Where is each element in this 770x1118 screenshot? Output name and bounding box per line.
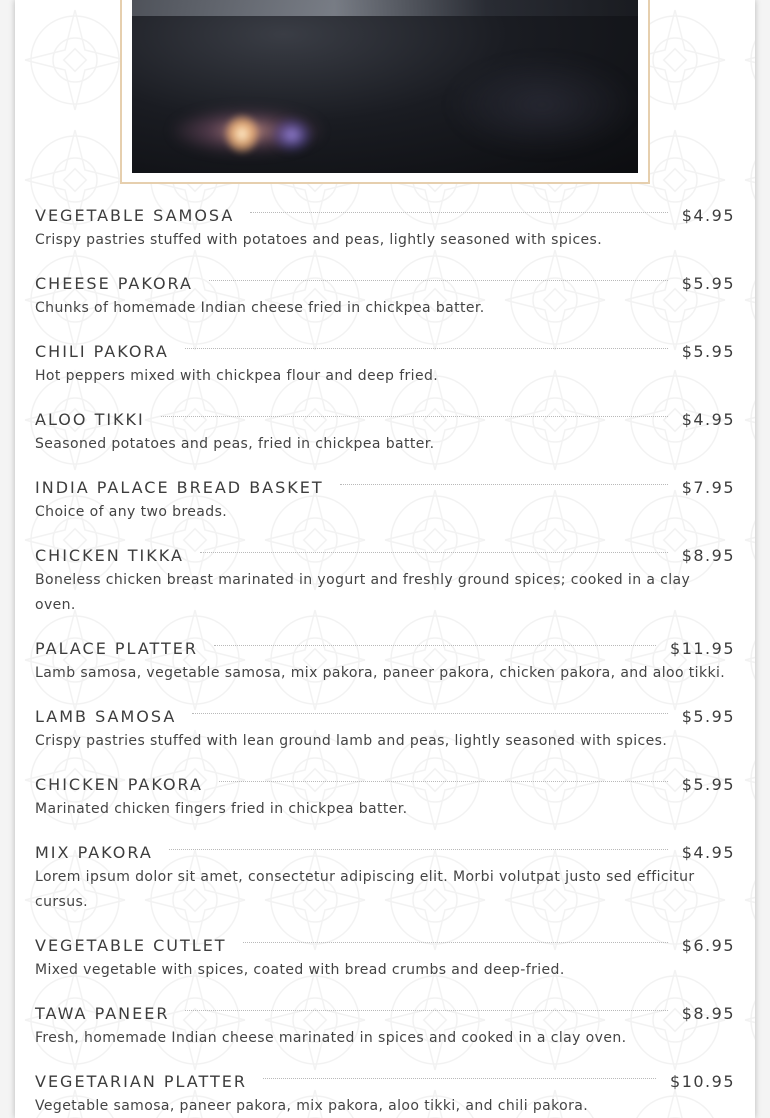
menu-item-price: $5.95 xyxy=(681,706,735,726)
menu-item-description: Marinated chicken fingers fried in chickpea batter. xyxy=(35,801,408,817)
menu-item-description: Crispy pastries stuffed with potatoes and peas, lightly seasoned with spices. xyxy=(35,232,603,248)
menu-item xyxy=(35,636,735,686)
menu-item-description: Choice of any two breads. xyxy=(35,504,228,520)
menu-item-price: $6.95 xyxy=(681,935,735,955)
menu-item-description: Chunks of homemade Indian cheese fried in chickpea batter. xyxy=(35,300,485,316)
menu-item xyxy=(35,1001,735,1051)
dotted-leader xyxy=(209,280,668,281)
menu-item-name: ALOO TIKKI xyxy=(35,409,145,429)
menu-item xyxy=(35,203,735,253)
dotted-leader xyxy=(340,484,668,485)
dotted-leader xyxy=(161,416,668,417)
menu-list xyxy=(35,203,735,1118)
menu-item xyxy=(35,1069,735,1118)
menu-item xyxy=(35,933,735,983)
menu-item-name: CHEESE PAKORA xyxy=(35,273,193,293)
menu-item-price: $8.95 xyxy=(681,1003,735,1023)
dotted-leader xyxy=(185,1010,667,1011)
menu-item xyxy=(35,840,735,915)
menu-item xyxy=(35,271,735,321)
dotted-leader xyxy=(219,781,668,782)
menu-item-name: CHILI PAKORA xyxy=(35,341,169,361)
dotted-leader xyxy=(200,552,668,553)
menu-item-description: Lamb samosa, vegetable samosa, mix pakora, paneer pakora, chicken pakora, and aloo tikki. xyxy=(35,665,726,681)
menu-item-name: CHICKEN TIKKA xyxy=(35,545,184,565)
menu-item-name: VEGETARIAN PLATTER xyxy=(35,1071,247,1091)
menu-item-price: $5.95 xyxy=(681,341,735,361)
menu-item-price: $8.95 xyxy=(681,545,735,565)
menu-item-price: $4.95 xyxy=(681,205,735,225)
menu-item-name: PALACE PLATTER xyxy=(35,638,199,658)
menu-item-description: Hot peppers mixed with chickpea flour and deep fried. xyxy=(35,368,439,384)
menu-item-name: VEGETABLE SAMOSA xyxy=(35,205,235,225)
menu-item-price: $10.95 xyxy=(670,1071,735,1091)
hero-photo xyxy=(132,0,638,173)
menu-item xyxy=(35,772,735,822)
menu-item-description: Mixed vegetable with spices, coated with bread crumbs and deep-fried. xyxy=(35,962,565,978)
menu-item-name: INDIA PALACE BREAD BASKET xyxy=(35,477,324,497)
menu-item-name: TAWA PANEER xyxy=(35,1003,170,1023)
menu-item-description: Vegetable samosa, paneer pakora, mix pakora, aloo tikki, and chili pakora. xyxy=(35,1098,589,1114)
menu-item-price: $5.95 xyxy=(681,774,735,794)
menu-item-price: $4.95 xyxy=(681,409,735,429)
dotted-leader xyxy=(250,212,667,213)
menu-item-description: Seasoned potatoes and peas, fried in chickpea batter. xyxy=(35,436,435,452)
menu-item-price: $5.95 xyxy=(681,273,735,293)
menu-item-description: Lorem ipsum dolor sit amet, consectetur adipiscing elit. Morbi volutpat justo sed efficitur cursus. xyxy=(35,869,695,910)
menu-item xyxy=(35,543,735,618)
menu-item-description: Boneless chicken breast marinated in yogurt and freshly ground spices; cooked in a clay oven. xyxy=(35,572,691,613)
menu-item xyxy=(35,475,735,525)
menu-panel xyxy=(15,0,755,1118)
hero-photo-frame xyxy=(120,0,650,184)
menu-item-price: $4.95 xyxy=(681,842,735,862)
menu-item-price: $7.95 xyxy=(681,477,735,497)
dotted-leader xyxy=(185,348,668,349)
menu-item-description: Crispy pastries stuffed with lean ground lamb and peas, lightly seasoned with spices. xyxy=(35,733,668,749)
menu-item-description: Fresh, homemade Indian cheese marinated in spices and cooked in a clay oven. xyxy=(35,1030,627,1046)
menu-item xyxy=(35,704,735,754)
menu-item-name: MIX PAKORA xyxy=(35,842,153,862)
dotted-leader xyxy=(169,849,668,850)
dotted-leader xyxy=(263,1078,656,1079)
menu-item-name: VEGETABLE CUTLET xyxy=(35,935,227,955)
dotted-leader xyxy=(243,942,668,943)
menu-item xyxy=(35,339,735,389)
menu-item xyxy=(35,407,735,457)
dotted-leader xyxy=(214,645,656,646)
menu-item-name: CHICKEN PAKORA xyxy=(35,774,203,794)
dotted-leader xyxy=(192,713,667,714)
menu-item-price: $11.95 xyxy=(670,638,735,658)
menu-item-name: LAMB SAMOSA xyxy=(35,706,177,726)
